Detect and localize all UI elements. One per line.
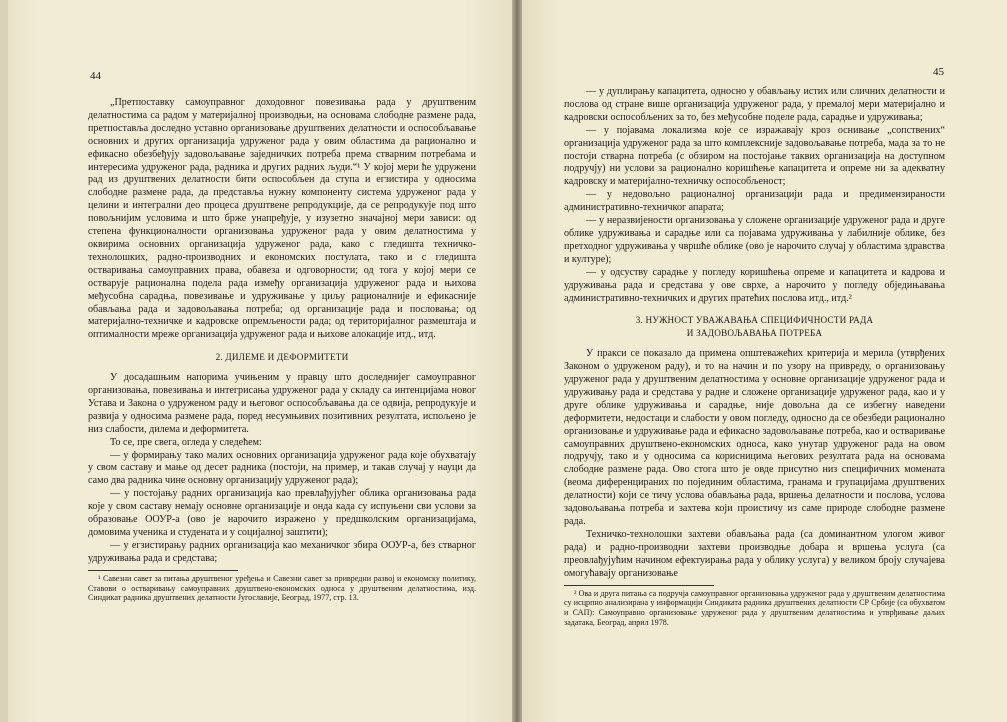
section-heading	[564, 314, 945, 340]
paragraph: У досадашњим напорима учињеним у правцу што доследнијег самоуправног организовања, повезивања и интегрисања удруженог рада у складу са интенцијама новог Устава и Закона о удруженом раду и његовог оспособљавања да се одвија, репродукује и развија у односима размене рада, поред несумњивих позитивних резултата, испољено је низ слабости, дилема и деформитета.	[88, 372, 476, 435]
footnote	[88, 574, 476, 603]
list-item: — у егзистирању радних организација као механичког збира ООУР-а, без стварног удруживања рада и средстава;	[88, 539, 476, 564]
paragraph: „Претпоставку самоуправног доходовног повезивања рада у друштвеним делатностима са радом у материјалној производњи, на основама слободне размене рада, претпоставља доследно уставно организовање друштвених делатности и оспособљавање основних и других организација удруженог рада у овим областима да рационално и ефикасно обезбеђују задовољавање заједничких потреба према стварним потребама и интересима удруженог рада, радника и других радних људи.“¹ У којој мери ће удружени рад из друштвених делатности бити оспособљен да ступа и егзистира у односима слободне размене рада, да представља нужну компоненту система удруженог рада у целини и интегрални део процеса друштвене репродукције, да се репродукује под што повољнијим условима и што брже унапређује, у изузетно значајној мери зависи: од степена функционалности организовања удруженог рада у овим делатностима у оквирима основних организација удруженог рада, како с гледишта техничко-технолошких, радно-производних и економских постулата, тако и с гледишта остваривања самоуправних права, обавеза и одговорности; од тога у којој мери се остварује рационална подела рада између организација удруженог рада и њихова међусобна сарадња, повезивање и удруживање у циљу рационалније и ефикасније обављања рада и задовољавања потреба; од организације рада и пословања; од материјално-техничке и кадровске опремљености рада; од територијалног размештаја и оптималности мреже организација удруженог рада и њихове алокације итд., итд.	[88, 97, 476, 341]
footnote-text: ¹ Савезни савет за питања друштвеног уређења и Савезни савет за привредни развој и економску политику, Ставови о остваривању самоуправних друштвено-економских односа у друштвеним делатностима, изд. Синдикат радника друштвених делатности Југославије, Београд, 1977, стр. 13.	[88, 573, 476, 603]
section-heading-line: 3. НУЖНОСТ УВАЖАВАЊА СПЕЦИФИЧНОСТИ РАДА	[635, 315, 874, 326]
footnote-rule	[564, 585, 714, 586]
footnote-rule	[88, 570, 238, 571]
right-page	[522, 0, 1007, 722]
page-edge	[0, 0, 8, 722]
book-gutter	[512, 0, 522, 722]
list-item: — у одсуству сарадње у погледу коришћења опреме и капацитета и кадрова и удруживања рада и средстава у ове сврхе, а нарочито у погледу обједињавања административно-техничких и других пратећих послова итд., итд.²	[564, 266, 945, 304]
page-number-left: 44	[90, 70, 101, 82]
list-item: — у неразвијености организовања у сложене организације удруженог рада и друге облике удруживања и сарадње или са појавама удруживања у лабилније облике, без претходног удруживања у чвршће облике (ово је нарочито случај у областима здравства и културе);	[564, 215, 945, 265]
section-heading: 2. ДИЛЕМЕ И ДЕФОРМИТЕТИ	[215, 352, 349, 363]
footnote	[564, 589, 945, 628]
footnote-text: ² Ова и друга питања са подручја самоуправног организовања удруженог рада у друштвеним делатностима су исцрпно анализирана у информацији Синдиката радника друштвених делатности СР Србије (са обухватом и САП): Самоуправно организовање удруженог рада у друштвеним делатностима и утврђивање даљих задатака, Београд, април 1978.	[564, 588, 945, 627]
right-page-body	[564, 86, 945, 628]
list-item: — у дуплирању капацитета, односно у обављању истих или сличних делатности и послова од стране више организација удруженог рада, у премалој мери материјално и кадровски оспособљених за то, без међусобне поделе рада, сарадње и удруживања;	[564, 86, 945, 123]
left-page-body	[88, 97, 476, 603]
list-item: — у појавама локализма које се изражавају кроз оснивање „сопствених“ организација удруженог рада за што комплексније задовољавање потреба, мада за то не постоји стварна потреба (с обзиром на постојање таквих организација на доступном подручју) ни услови за рационално коришћење капацитета и опреме ни за адекватну кадровску и материјално-техничку оспособљеност;	[564, 124, 945, 188]
page-number-right: 45	[933, 66, 944, 78]
left-page	[8, 0, 512, 722]
list-item: — у формирању тако малих основних организација удруженог рада које обухватају у свом саставу и мање од десет радника (постоји, на пример, и такав случај у науци да само два радника чине основну организацију удруженог рада);	[88, 449, 476, 487]
list-item: — у постојању радних организација као превлађујућег облика организовања рада које у свом саставу немају основне организације и онда када су испуњени сви услови за образовање ООУР-а (ово је нарочито изражено у предшколским организацијама, домовима ученика и студената и у социјалној заштити);	[88, 488, 476, 538]
section-heading-line: И ЗАДОВОЉАВАЊА ПОТРЕБА	[686, 328, 823, 339]
paragraph: У пракси се показало да примена општеважећих критерија и мерила (утврђених Законом о удруженом раду), и то на начин и по узору на привреду, о организовању удруженог рада у друштвеним делатностима у основне организације удруженог рада и удруживању рада и средстава у радне и сложене организације удруженог рада, као и у друге облике удруживања и сарадње, није довољна да се избегну наведени деформитети, недостаци и слабости у овом погледу, односно да се обезбеди рационално организовање и удруживање рада и ефикасно задовољавање потреба, као и остваривање самоуправних друштвено-економских односа, како унутар удруженог рада на овом подручју, тако и у односима са корисницима његових резултата рада на основама слободне размене рада. Ово стога што је овде присутно низ специфичних момената (веома диференцираних по појединим областима, гранама и групацијама друштвених делатности) који се тичу услова обављања рада, вршења делатности и послова, услова задовољавања потреба и захтева који проистичу из саме природе слободне размене рада.	[564, 348, 945, 527]
list-item: — у недовољно рационалној организацији рада и предимензираности административно-техничког апарата;	[564, 189, 945, 214]
paragraph: Техничко-технолошки захтеви обављања рада (са доминантном улогом живог рада) и радно-производни захтеви производње добара и вршења услуга (са преовлађујућим начином ефектуирања рада у облику услуга) у великом броју случајева омогућавају организовање	[564, 528, 945, 579]
paragraph: То се, пре свега, огледа у следећем:	[110, 436, 262, 448]
